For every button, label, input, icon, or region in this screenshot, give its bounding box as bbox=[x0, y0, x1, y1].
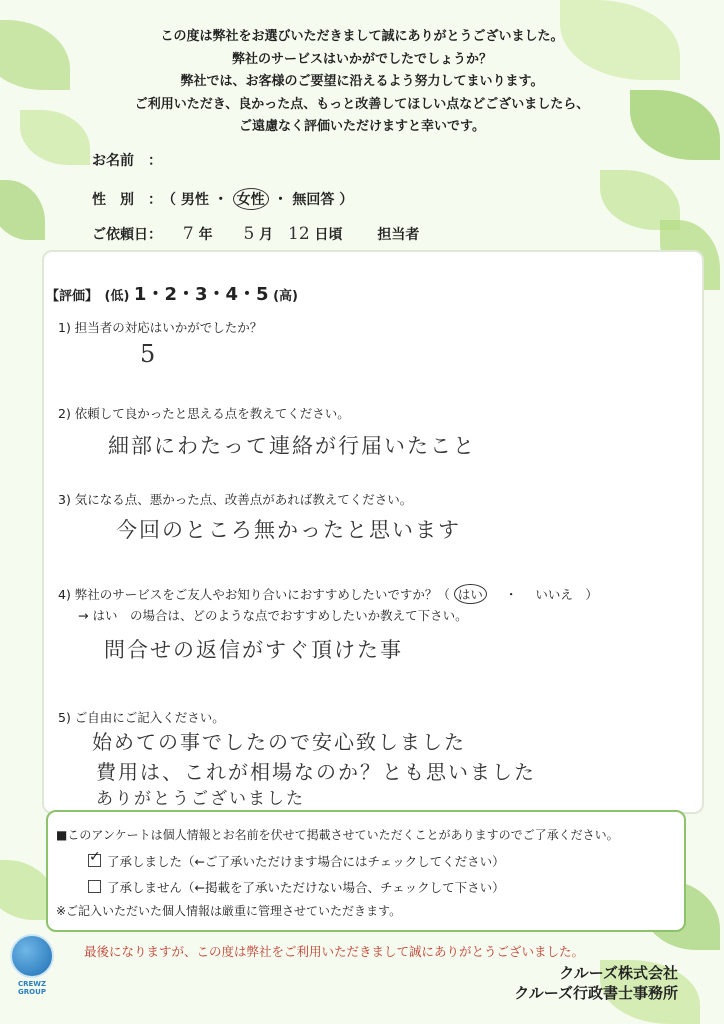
logo-globe-icon bbox=[10, 934, 54, 978]
gender-field bbox=[92, 188, 353, 210]
agree-option[interactable] bbox=[88, 852, 505, 870]
question-4 bbox=[58, 584, 598, 604]
agree-checkbox[interactable] bbox=[88, 854, 101, 867]
date-day-value: 12 bbox=[288, 224, 310, 244]
day-unit: 日頃 bbox=[314, 227, 343, 243]
intro-message bbox=[12, 26, 712, 139]
intro-line: ご利用いただき、良かった点、もっと改善してほしい点などございましたら、 bbox=[134, 96, 590, 112]
intro-line: 弊社では、お客様のご要望に沿えるよう努力してまいります。 bbox=[180, 74, 544, 89]
answer-5-line-3: ありがとうございました bbox=[96, 789, 305, 809]
gender-female-option-circled: 女性 bbox=[233, 188, 269, 210]
company-name-1: クルーズ株式会社 bbox=[559, 964, 678, 982]
question-1: 1) 担当者の対応はいかがでしたか？ bbox=[58, 320, 263, 335]
publication-notice bbox=[46, 810, 686, 932]
gender-none-option: 無回答 bbox=[292, 192, 335, 208]
gender-male-option: 男性 bbox=[180, 192, 209, 208]
rating-label: 【評価】 (低) bbox=[46, 289, 130, 304]
question-3: 3) 気になる点、悪かった点、改善点があれば教えてください。 bbox=[58, 492, 413, 507]
notice-title: ■このアンケートは個人情報とお名前を伏せて掲載させていただくことがありますのでご了承ください。 bbox=[56, 828, 619, 842]
intro-line: ご遠慮なく評価いただけますと幸いです。 bbox=[239, 119, 485, 134]
question-5: 5) ご自由にご記入ください。 bbox=[58, 710, 225, 725]
answer-5-line-1: 始めての事でしたので安心致しました bbox=[92, 730, 466, 754]
answer-no-option: いいえ ） bbox=[535, 587, 598, 602]
name-label: お名前 ： bbox=[92, 153, 162, 169]
disagree-checkbox[interactable] bbox=[88, 880, 101, 893]
name-field bbox=[92, 150, 162, 170]
question-4-text: 4) 弊社のサービスをご友人やお知り合いにおすすめしたいですか？（ bbox=[58, 587, 450, 602]
question-2: 2) 依頼して良かったと思える点を教えてください。 bbox=[58, 406, 350, 421]
staff-label: 担当者 bbox=[377, 227, 420, 243]
date-month-value: 5 bbox=[243, 224, 255, 244]
answer-4: 問合せの返信がすぐ頂けた事 bbox=[104, 638, 403, 662]
company-name-2: クルーズ行政書士事務所 bbox=[514, 984, 678, 1002]
survey-sheet bbox=[12, 0, 712, 1024]
rating-scale bbox=[46, 280, 298, 306]
logo-text: CREWZ GROUP bbox=[17, 980, 47, 996]
answer-5-line-2: 費用は、これが相場なのか？とも思いました bbox=[96, 760, 536, 784]
bracket: ） bbox=[339, 192, 354, 208]
answer-3: 今回のところ無かったと思います bbox=[116, 518, 461, 542]
separator: ・ bbox=[213, 192, 228, 208]
crewz-logo bbox=[4, 934, 60, 996]
year-unit: 年 bbox=[198, 227, 213, 243]
rating-scale-values: 1・2・3・4・5 bbox=[133, 284, 269, 305]
date-label: ご依頼日： bbox=[92, 227, 162, 243]
answer-2: 細部にわたって連絡が行届いたこと bbox=[108, 434, 476, 458]
closing-message: 最後になりますが、この度は弊社をご利用いただきまして誠にありがとうございました。 bbox=[84, 944, 585, 959]
intro-line: 弊社のサービスはいかがでしたでしょうか？ bbox=[231, 51, 492, 67]
rating-high: (高) bbox=[273, 289, 298, 304]
agree-label: 了承しました（←ご了承いただけます場合にはチェックしてください） bbox=[107, 854, 505, 869]
request-date-field bbox=[92, 224, 419, 244]
intro-line: この度は弊社をお選びいただきまして誠にありがとうございました。 bbox=[160, 29, 564, 44]
privacy-note: ※ご記入いただいた個人情報は厳重に管理させていただきます。 bbox=[56, 904, 402, 918]
disagree-label: 了承しません（←掲載を了承いただけない場合、チェックして下さい） bbox=[107, 880, 505, 895]
separator: ・ bbox=[273, 192, 288, 208]
answer-1: 5 bbox=[140, 340, 158, 368]
separator: ・ bbox=[504, 587, 518, 602]
month-unit: 月 bbox=[259, 227, 274, 243]
question-4-followup: → はい の場合は、どのような点でおすすめしたいか教えて下さい。 bbox=[78, 608, 468, 623]
date-year-value: 7 bbox=[182, 224, 194, 244]
answer-yes-circled: はい bbox=[454, 584, 487, 604]
disagree-option[interactable] bbox=[88, 878, 505, 896]
gender-label: 性 別 ： （ bbox=[92, 192, 176, 208]
